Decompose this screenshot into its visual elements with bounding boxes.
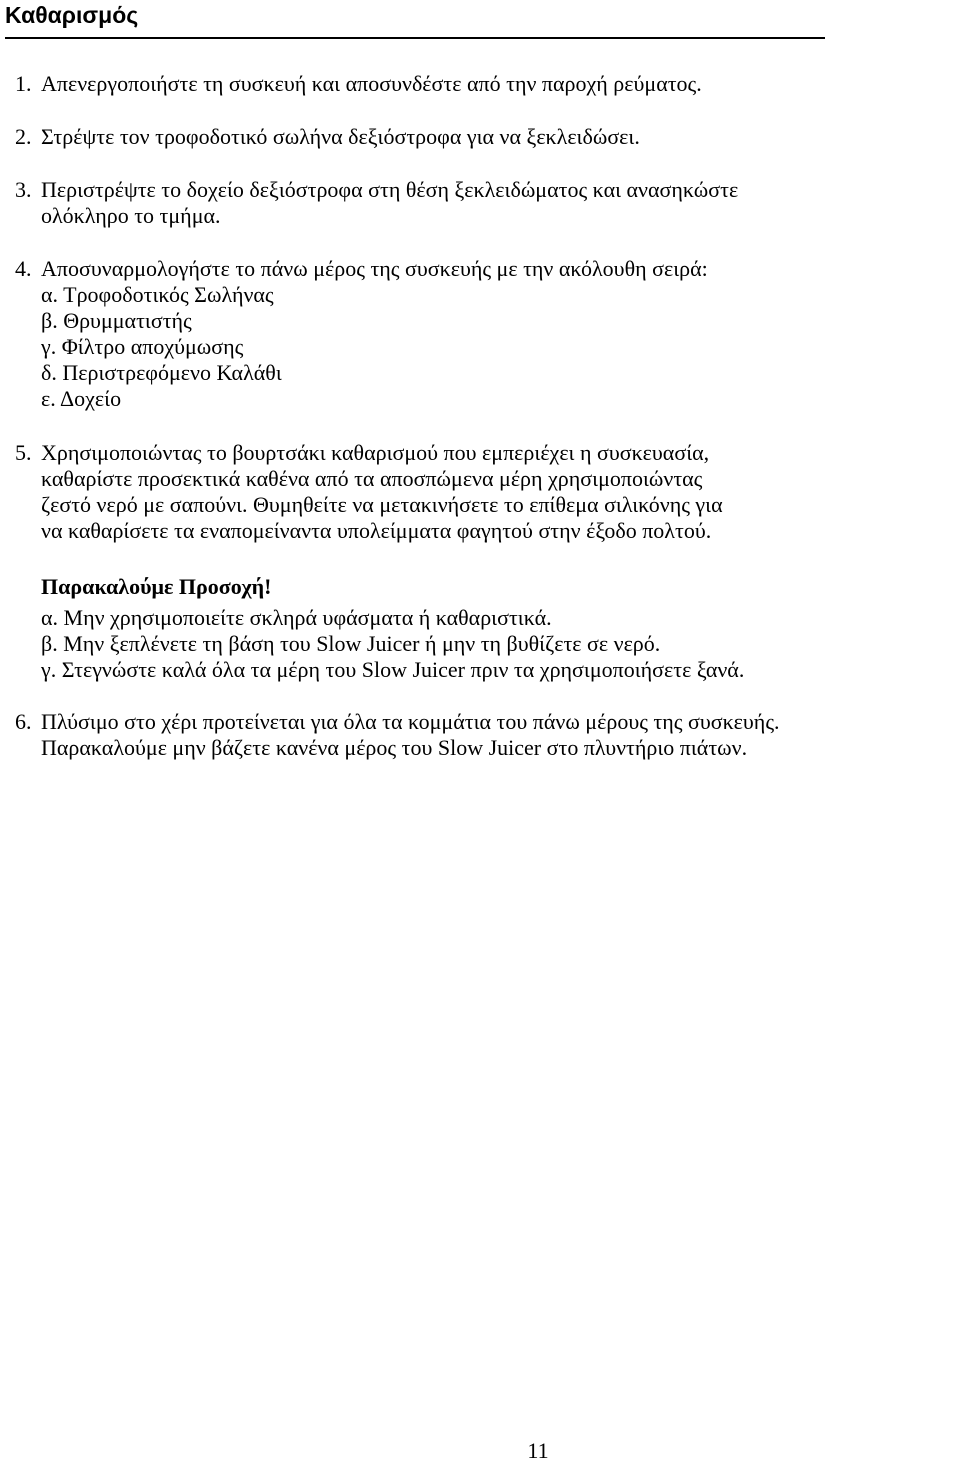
step-text: να καθαρίσετε τα εναπομείναντα υπολείμματα φαγητού στην έξοδο πολτού.	[41, 518, 712, 543]
page-title: Καθαρισμός	[5, 2, 139, 28]
warning-item: γ. Στεγνώστε καλά όλα τα μέρη του Slow Juicer πριν τα χρησιμοποιήσετε ξανά.	[41, 657, 745, 682]
step-number: 2.	[15, 124, 32, 149]
list-item-container: ε. Δοχείο	[41, 386, 122, 411]
page-number: 11	[527, 1438, 549, 1463]
step-3	[15, 177, 960, 229]
warning-item: α. Μην χρησιμοποιείτε σκληρά υφάσματα ή καθαριστικά.	[41, 605, 552, 630]
step-text: Πλύσιμο στο χέρι προτείνεται για όλα τα κομμάτια του πάνω μέρους της συσκευής.	[41, 709, 780, 734]
step-number: 1.	[15, 71, 32, 96]
list-item-feed-tube: α. Τροφοδοτικός Σωλήνας	[41, 282, 274, 307]
step-number: 3.	[15, 177, 32, 202]
step-4	[15, 256, 960, 412]
step-text: Περιστρέψτε το δοχείο δεξιόστροφα στη θέση ξεκλειδώματος και ανασηκώστε	[41, 177, 739, 202]
step-number: 5.	[15, 440, 32, 465]
list-item-rotating-basket: δ. Περιστρεφόμενο Καλάθι	[41, 360, 282, 385]
step-text: καθαρίστε προσεκτικά καθένα από τα αποσπώμενα μέρη χρησιμοποιώντας	[41, 466, 703, 491]
step-6	[15, 709, 960, 761]
step-number: 6.	[15, 709, 32, 734]
step-text: Απενεργοποιήστε τη συσκευή και αποσυνδέστε από την παροχή ρεύματος.	[41, 71, 702, 96]
step-text: Στρέψτε τον τροφοδοτικό σωλήνα δεξιόστροφα για να ξεκλειδώσει.	[41, 124, 640, 149]
warning-title: Παρακαλούμε Προσοχή!	[41, 574, 272, 599]
step-text: Αποσυναρμολογήστε το πάνω μέρος της συσκευής με την ακόλουθη σειρά:	[41, 256, 708, 281]
title-underline	[5, 37, 825, 39]
step-text: ολόκληρο το τμήμα.	[41, 203, 221, 228]
step-1	[15, 71, 960, 97]
step-text: Χρησιμοποιώντας το βουρτσάκι καθαρισμού που εμπεριέχει η συσκευασία,	[41, 440, 710, 465]
list-item-juice-filter: γ. Φίλτρο αποχύμωσης	[41, 334, 244, 359]
step-5	[15, 440, 960, 683]
warning-item: β. Μην ξεπλένετε τη βάση του Slow Juicer ή μην τη βυθίζετε σε νερό.	[41, 631, 661, 656]
step-number: 4.	[15, 256, 32, 281]
list-item-crusher: β. Θρυμματιστής	[41, 308, 192, 333]
step-text: ζεστό νερό με σαπούνι. Θυμηθείτε να μετακινήσετε το επίθεμα σιλικόνης για	[41, 492, 723, 517]
step-2	[15, 124, 960, 150]
step-text: Παρακαλούμε μην βάζετε κανένα μέρος του Slow Juicer στο πλυντήριο πιάτων.	[41, 735, 748, 760]
